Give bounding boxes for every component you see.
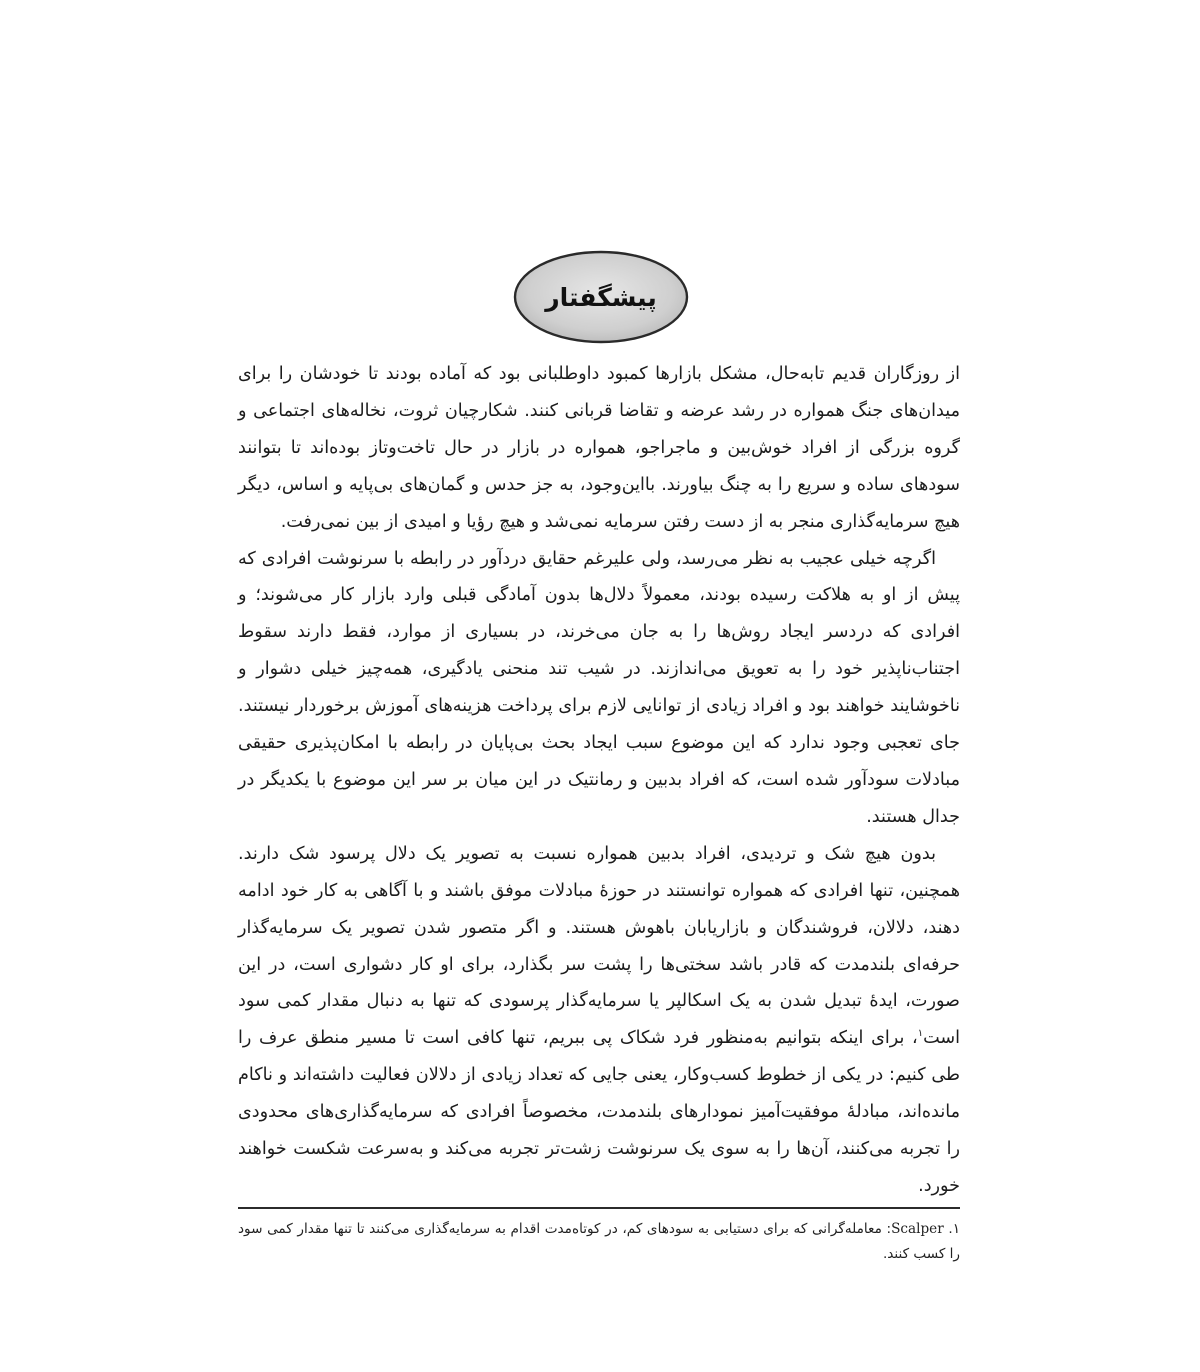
paragraph: [238, 836, 960, 1205]
footnote-term: Scalper: [891, 1221, 944, 1237]
footnote-divider: [238, 1207, 960, 1209]
footnote-number: ۱.: [948, 1221, 960, 1237]
footnote-text: : معامله‌گرانی که برای دستیابی به سودهای کم، در کوتاه‌مدت اقدام به سرمایه‌گذاری می‌کنند تا تنها مقدار کمی سود را کسب کنند.: [238, 1221, 960, 1262]
paragraph: اگرچه خیلی عجیب به نظر می‌رسد، ولی علیرغم حقایق دردآور در رابطه با سرنوشت افرادی که پیش از او به هلاکت رسیده بودند، معمولاً دلال‌ها بدون آمادگی قبلی وارد بازار کار می‌شوند؛ و افرادی که دردسر ایجاد روش‌ها را به جان می‌خرند، در بسیاری از موارد، فقط دارند سقوط اجتناب‌ناپذیر خود را به تعویق می‌اندازند. در شیب تند منحنی یادگیری، همه‌چیز خیلی دشوار و ناخوشایند خواهند بود و افراد زیادی از توانایی لازم برای پرداخت هزینه‌های آموزش برخوردار نیستند. جای تعجبی وجود ندارد که این موضوع سبب ایجاد بحث بی‌پایان در رابطه با امکان‌پذیری حقیقی مبادلات سودآور شده است، که افراد بدبین و رمانتیک در این میان بر سر این موضوع با یکدیگر در جدال هستند.: [238, 548, 960, 827]
paragraph-part: ، برای اینکه بتوانیم به‌منظور فرد شکاک پی ببریم، تنها کافی است تا مسیر منطق عرف را طی کنیم: در یکی از خطوط کسب‌وکار، یعنی جایی که تعداد زیادی از دلالان فعالیت داشته‌اند و ناکام مانده‌اند، مبادلهٔ موفقیت‌آمیز نمودارهای بلندمدت، مخصوصاً افرادی که سرمایه‌گذاری‌های محدودی را تجربه می‌کنند، آن‌ها را به سوی یک سرنوشت زشت‌تر تجربه می‌کند و به‌سرعت شکست خواهند خورد.: [238, 1028, 960, 1196]
paragraph-part: بدون هیچ شک و تردیدی، افراد بدبین همواره نسبت به تصویر یک دلال پرسود شک دارند. همچنین، تنها افرادی که همواره توانستند در حوزهٔ مبادلات موفق باشند و با آگاهی به کار خود ادامه دهند، دلالان، فروشندگان و بازاریابان باهوش هستند. و اگر متصور شدن تصویر یک سرمایه‌گذار حرفه‌ای بلندمدت که قادر باشد سختی‌ها را پشت سر بگذارد، برای او کار دشواری است، در این صورت، ایدهٔ تبدیل شدن به یک اسکالپر یا سرمایه‌گذار پرسودی که تنها به دنبال مقدار کمی سود است: [238, 843, 960, 1049]
footnote-reference: ۱: [917, 1028, 924, 1040]
footnote: [238, 1217, 960, 1267]
chapter-title-badge: [512, 248, 690, 346]
chapter-title: پیشگفتار: [545, 282, 657, 312]
paragraph: از روزگاران قدیم تابه‌حال، مشکل بازارها کمبود داوطلبانی بود که آماده بودند تا خودشان را برای میدان‌های جنگ همواره در رشد عرضه و تقاضا قربانی کنند. شکارچیان ثروت، نخاله‌های اجتماعی و گروه بزرگی از افراد خوش‌بین و ماجراجو، همواره در بازار در حال تاخت‌وتاز بوده‌اند تا بتوانند سودهای ساده و سریع را به چنگ بیاورند. بااین‌وجود، به جز حدس و گمان‌های بی‌پایه و اساس، دیگر هیچ سرمایه‌گذاری منجر به از دست رفتن سرمایه نمی‌شد و هیچ رؤیا و امیدی از بین نمی‌رفت.: [238, 364, 960, 532]
body-text: [238, 356, 960, 1205]
